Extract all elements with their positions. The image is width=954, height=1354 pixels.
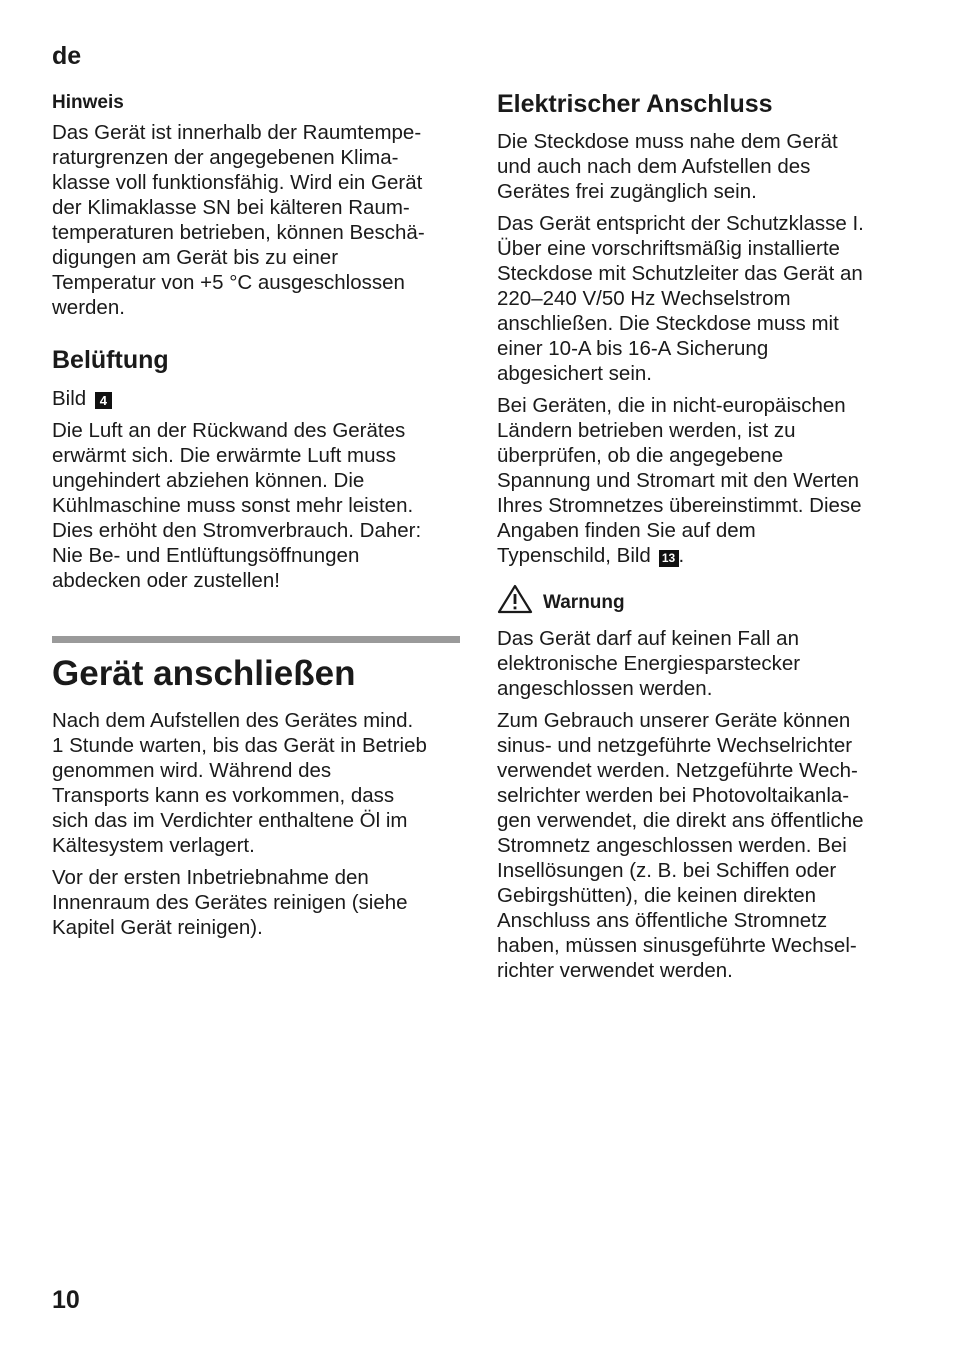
language-code: de — [52, 42, 82, 70]
protection-class-paragraph: Das Gerät entspricht der Schutzklasse I. Über eine vorschriftsmäßig installierte Steckdose mit Schutzleiter das Gerät an 220–240 V/50 Hz Wechselstrom anschließen. Die Steckdose muss mit einer 10-A bis 16-A Sicherung abgesichert sein. — [497, 212, 864, 385]
page-number: 10 — [52, 1286, 80, 1314]
chapter-paragraph-2: Vor der ersten Inbetriebnahme den Innenraum des Gerätes reinigen (siehe Kapitel Gerät reinigen). — [52, 866, 408, 939]
hint-paragraph: Das Gerät ist innerhalb der Raumtempe- raturgrenzen der angegebenen Klima- klasse voll funktionsfähig. Wird ein Gerät der Klimaklasse SN bei kälteren Raum- temperaturen betrieben, können Beschä- digungen am Gerät bis zu einer Temperatur von +5 °C ausgeschlossen werden. — [52, 121, 425, 319]
hint-heading: Hinweis — [52, 92, 124, 113]
ventilation-heading: Belüftung — [52, 346, 169, 374]
chapter-divider — [52, 636, 460, 643]
electrical-connection-heading: Elektrischer Anschluss — [497, 90, 773, 118]
chapter-heading: Gerät anschließen — [52, 654, 356, 693]
warning-triangle-icon — [497, 584, 533, 614]
inverter-paragraph: Zum Gebrauch unserer Geräte können sinus- und netzgeführte Wechselrichter verwendet werden. Netzgeführte Wech- selrichter werden bei Photovoltaikanla- gen verwendet, die direkt ans öffentliche Stromnetz angeschlossen werden. Bei Insellösungen (z. B. bei Schiffen oder Gebirgshütten), die keinen direkten Anschluss ans öffentliche Stromnetz haben, müssen sinusgeführte Wechsel- richter verwendet werden. — [497, 709, 864, 982]
figure-number-badge: 13 — [659, 550, 679, 567]
non-european-paragraph: Bei Geräten, die in nicht-europäischen Ländern betrieben werden, ist zu überprüfen, ob die angegebene Spannung und Stromart mit den Werten Ihres Stromnetzes übereinstimmt. Diese Angaben finden Sie auf dem Typenschild, Bild 13 . — [497, 394, 862, 567]
warning-label: Warnung — [543, 592, 625, 613]
warning-paragraph: Das Gerät darf auf keinen Fall an elektronische Energiesparstecker angeschlossen werden. — [497, 627, 801, 700]
warning-header — [497, 584, 625, 614]
chapter-paragraph-1: Nach dem Aufstellen des Gerätes mind. 1 Stunde warten, bis das Gerät in Betrieb genommen wird. Während des Transports kann es vorkommen, dass sich das im Verdichter enthaltene Öl im Kältesystem verlagert. — [52, 709, 427, 857]
ventilation-paragraph: Die Luft an der Rückwand des Gerätes erwärmt sich. Die erwärmte Luft muss ungehindert abziehen können. Die Kühlmaschine muss sonst mehr leisten. Dies erhöht den Stromverbrauch. Daher: Nie Be- und Entlüftungsöffnungen abdecken oder zustellen! — [52, 419, 422, 592]
socket-paragraph: Die Steckdose muss nahe dem Gerät und auch nach dem Aufstellen des Gerätes frei zugänglich sein. — [497, 130, 838, 203]
figure-reference: Bild 4 — [52, 386, 112, 411]
figure-number-badge: 4 — [95, 392, 112, 409]
